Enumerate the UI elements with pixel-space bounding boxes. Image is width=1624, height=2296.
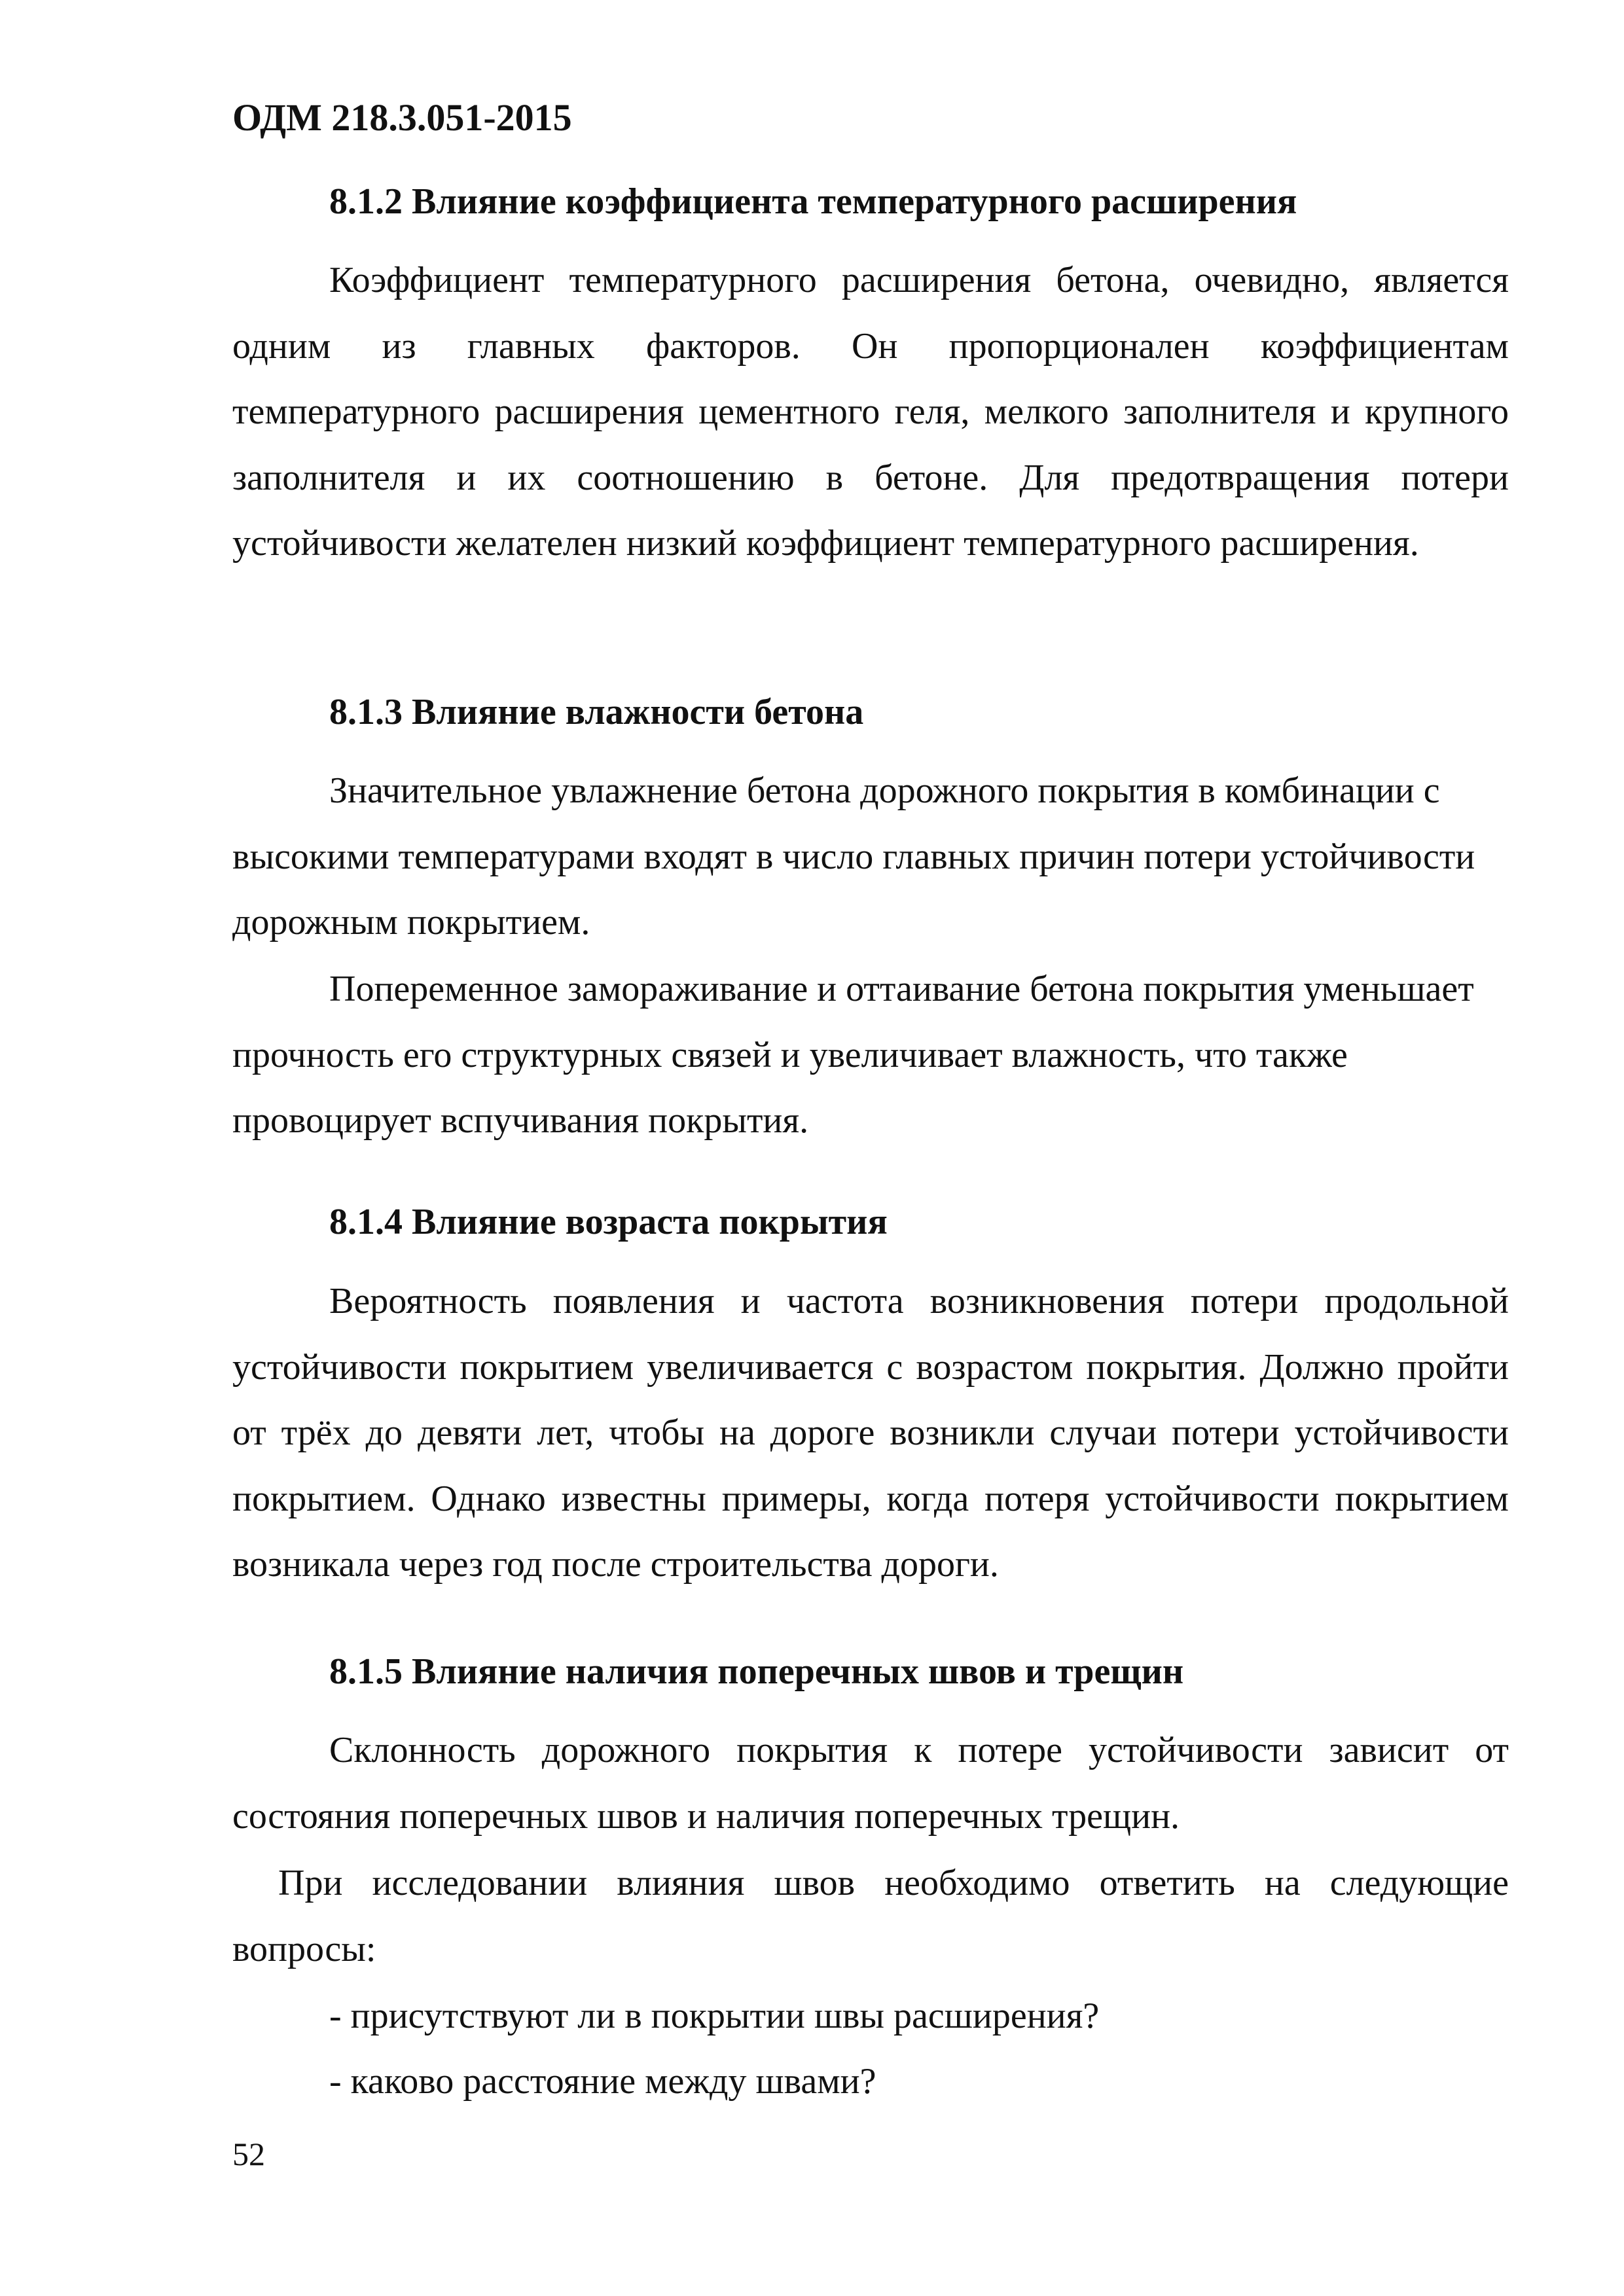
section-heading-8-1-3: 8.1.3 Влияние влажности бетона	[329, 692, 864, 732]
paragraph-8-1-2: Коэффициент температурного расширения бетона, очевидно, является одним из главных факторов. Он пропорционален коэффициентам температурного расширения цементного геля, мелкого заполнителя и крупного заполнителя и их соотношению в бетоне. Для предотвращения потери устойчивости желателен низкий коэффициент температурного расширения.	[232, 260, 1509, 564]
paragraph-8-1-5-b: При исследовании влияния швов необходимо ответить на следующие вопросы:	[232, 1863, 1509, 1969]
question-item-2: - каково расстояние между швами?	[329, 2061, 876, 2102]
paragraph-8-1-4: Вероятность появления и частота возникновения потери продольной устойчивости покрытием увеличивается с возрастом покрытия. Должно пройти от трёх до девяти лет, чтобы на дороге возникли случаи потери устойчивости покрытием. Однако известны примеры, когда потеря устойчивости покрытием возникала через год после строительства дороги.	[232, 1281, 1509, 1585]
paragraph-8-1-3-a: Значительное увлажнение бетона дорожного покрытия в комбинации с высокими температурами входят в число главных причин потери устойчивости дорожным покрытием.	[232, 770, 1475, 942]
paragraph-8-1-3-b: Попеременное замораживание и оттаивание бетона покрытия уменьшает прочность его структурных связей и увеличивает влажность, что также провоцирует вспучивания покрытия.	[232, 969, 1474, 1141]
section-heading-8-1-2: 8.1.2 Влияние коэффициента температурного расширения	[329, 181, 1297, 222]
question-item-1: - присутствуют ли в покрытии швы расширения?	[329, 1996, 1100, 2036]
document-code: ОДМ 218.3.051-2015	[232, 96, 572, 139]
paragraph-8-1-5-a: Склонность дорожного покрытия к потере устойчивости зависит от состояния поперечных швов и наличия поперечных трещин.	[232, 1730, 1509, 1837]
page-number: 52	[232, 2136, 265, 2172]
section-heading-8-1-5: 8.1.5 Влияние наличия поперечных швов и трещин	[329, 1651, 1184, 1692]
section-heading-8-1-4: 8.1.4 Влияние возраста покрытия	[329, 1202, 888, 1242]
